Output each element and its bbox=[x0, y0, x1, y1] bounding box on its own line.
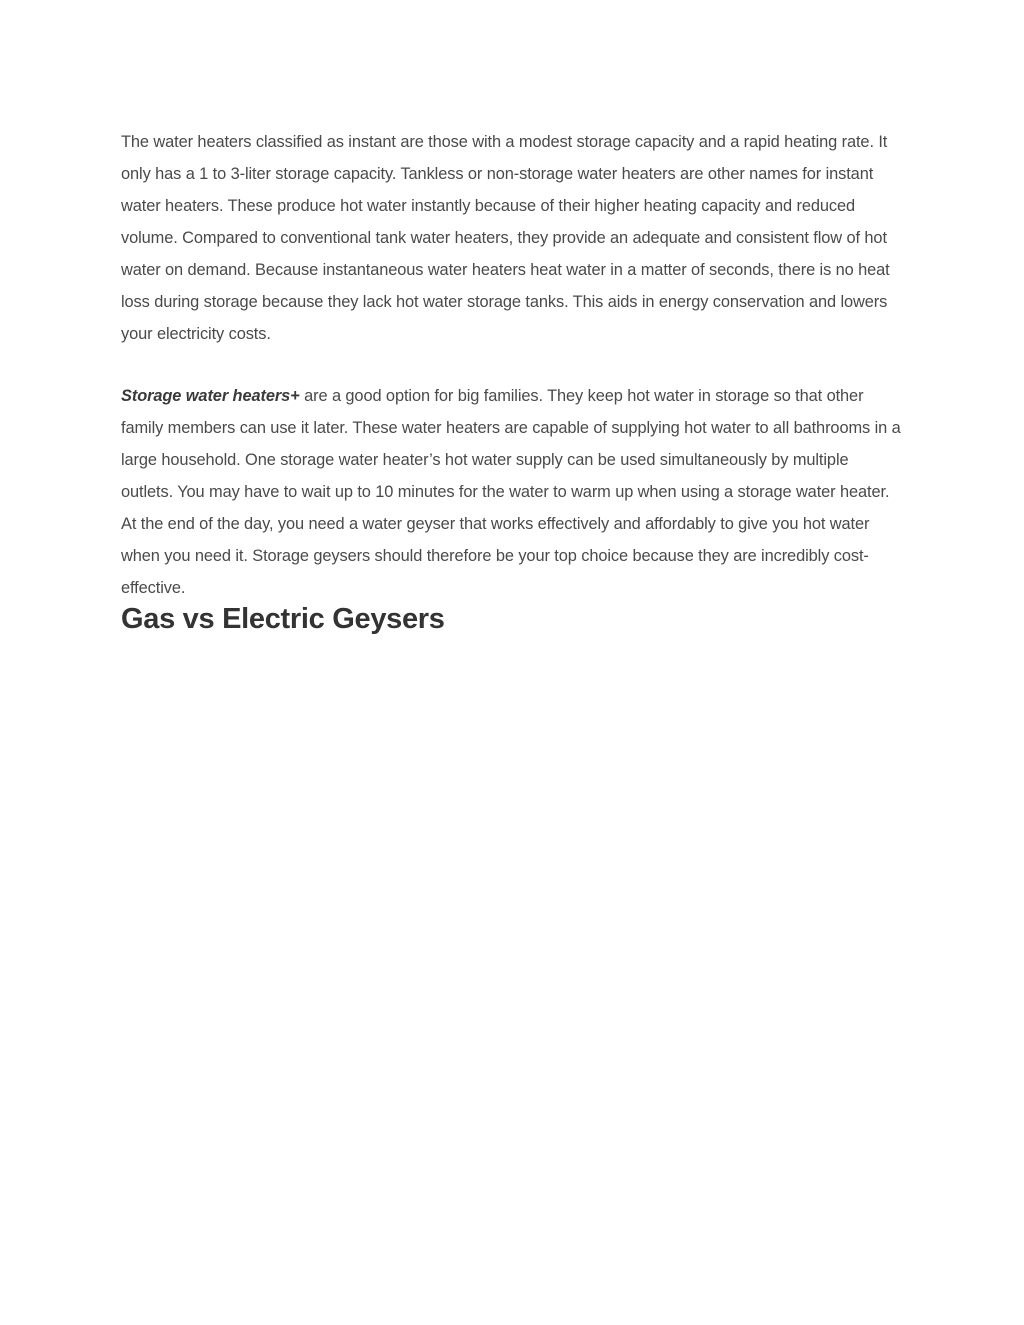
paragraph-storage-heaters bbox=[121, 380, 903, 604]
storage-heaters-lead: Storage water heaters+ bbox=[121, 387, 300, 405]
storage-heaters-body: are a good option for big families. They keep hot water in storage so that other family members can use it later. These water heaters are capable of supplying hot water to all bathrooms in a large household. One storage water heater’s hot water supply can be used simultaneously by multiple outlets. You may have to wait up to 10 minutes for the water to warm up when using a storage water heater. At the end of the day, you need a water geyser that works effectively and affordably to give you hot water when you need it. Storage geysers should therefore be your top choice because they are incredibly cost-effective. bbox=[121, 387, 901, 597]
section-heading: Gas vs Electric Geysers bbox=[121, 603, 445, 635]
paragraph-instant-heaters: The water heaters classified as instant are those with a modest storage capacity and a rapid heating rate. It only has a 1 to 3-liter storage capacity. Tankless or non-storage water heaters are other names for instant water heaters. These produce hot water instantly because of their higher heating capacity and reduced volume. Compared to conventional tank water heaters, they provide an adequate and consistent flow of hot water on demand. Because instantaneous water heaters heat water in a matter of seconds, there is no heat loss during storage because they lack hot water storage tanks. This aids in energy conservation and lowers your electricity costs. bbox=[121, 133, 890, 343]
document-page bbox=[121, 126, 903, 637]
